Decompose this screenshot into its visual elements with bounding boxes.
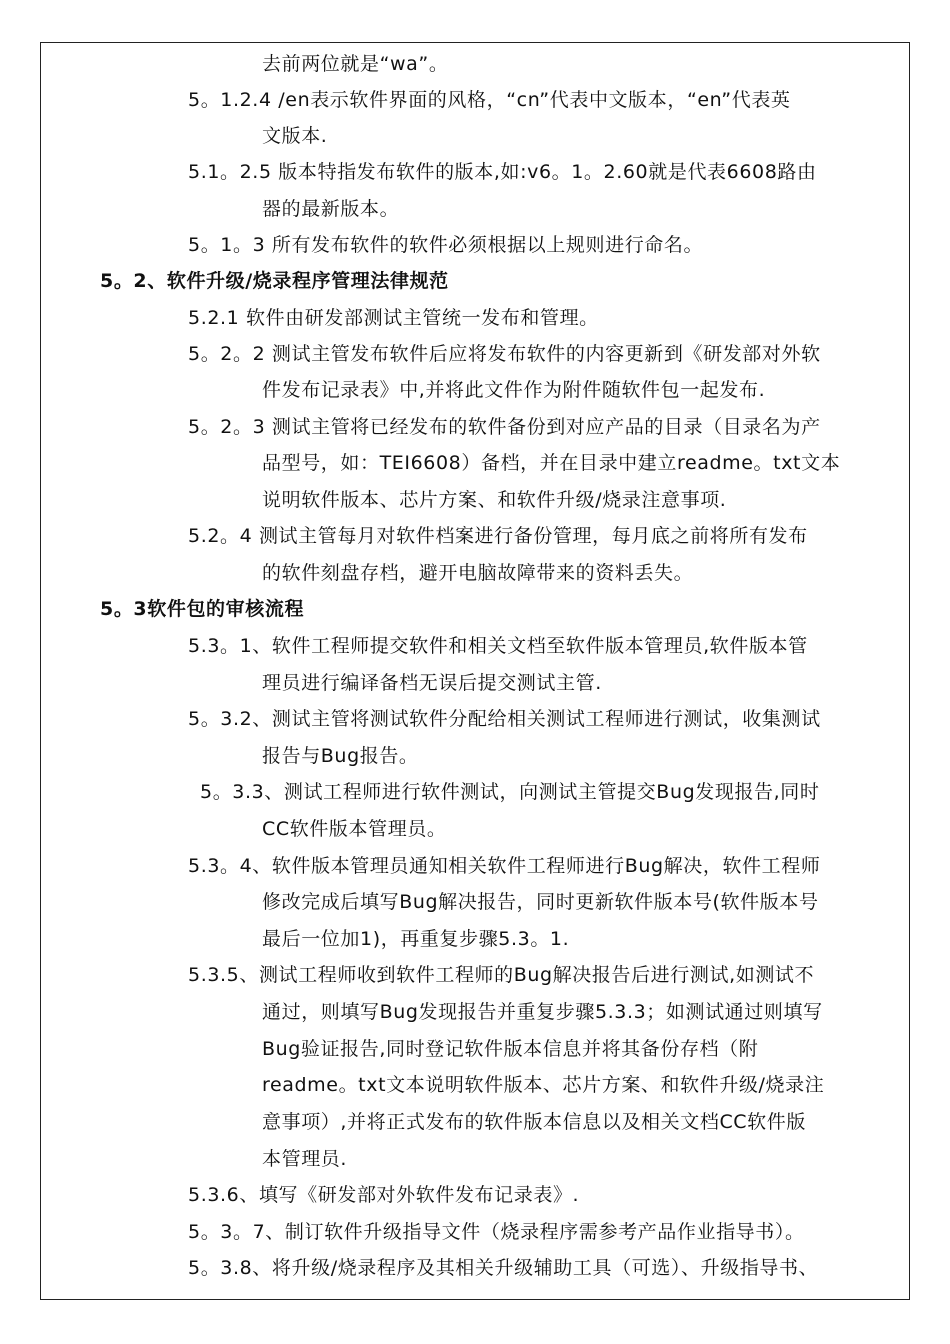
text-line: 报告与Bug报告。: [262, 745, 419, 767]
text-line: 理员进行编译备档无误后提交测试主管.: [262, 672, 602, 694]
text-line: 5。2。2 测试主管发布软件后应将发布软件的内容更新到《研发部对外软: [188, 343, 821, 365]
text-line: 器的最新版本。: [262, 198, 400, 220]
text-line: 说明软件版本、芯片方案、和软件升级/烧录注意事项.: [262, 489, 727, 511]
text-line: 修改完成后填写Bug解决报告，同时更新软件版本号(软件版本号: [262, 891, 819, 913]
text-line: 文版本.: [262, 125, 328, 147]
text-line: 5。3。7、制订软件升级指导文件（烧录程序需参考产品作业指导书）。: [188, 1221, 805, 1243]
text-line: 5.3.6、填写《研发部对外软件发布记录表》.: [188, 1184, 580, 1206]
text-line: 5。3.3、测试工程师进行软件测试，向测试主管提交Bug发现报告,同时: [200, 781, 820, 803]
text-line: 去前两位就是“wa”。: [262, 53, 449, 75]
text-line: CC软件版本管理员。: [262, 818, 447, 840]
text-line: 通过，则填写Bug发现报告并重复步骤5.3.3；如测试通过则填写: [262, 1001, 823, 1023]
text-line: Bug验证报告,同时登记软件版本信息并将其备份存档（附: [262, 1038, 759, 1060]
text-line: 5.3。1、软件工程师提交软件和相关文档至软件版本管理员,软件版本管: [188, 635, 808, 657]
text-line: 件发布记录表》中,并将此文件作为附件随软件包一起发布.: [262, 379, 766, 401]
text-line: 5。1.2.4 /en表示软件界面的风格，“cn”代表中文版本，“en”代表英: [188, 89, 791, 111]
text-line: 的软件刻盘存档，避开电脑故障带来的资料丢失。: [262, 562, 694, 584]
text-line: 意事项）,并将正式发布的软件版本信息以及相关文档CC软件版: [262, 1111, 806, 1133]
text-line: 5.2。4 测试主管每月对软件档案进行备份管理，每月底之前将所有发布: [188, 525, 808, 547]
section-heading: 5。2、软件升级/烧录程序管理法律规范: [100, 270, 449, 292]
text-line: 5。3.2、测试主管将测试软件分配给相关测试工程师进行测试，收集测试: [188, 708, 821, 730]
text-line: 品型号，如：TEI6608）备档，并在目录中建立readme。txt文本: [262, 452, 841, 474]
text-line: 5.1。2.5 版本特指发布软件的版本,如:v6。1。2.60就是代表6608路由: [188, 161, 817, 183]
text-line: readme。txt文本说明软件版本、芯片方案、和软件升级/烧录注: [262, 1074, 825, 1096]
text-line: 5.3。4、软件版本管理员通知相关软件工程师进行Bug解决，软件工程师: [188, 855, 821, 877]
text-line: 5。1。3 所有发布软件的软件必须根据以上规则进行命名。: [188, 234, 704, 256]
text-line: 5.3.5、测试工程师收到软件工程师的Bug解决报告后进行测试,如测试不: [188, 964, 815, 986]
text-line: 本管理员.: [262, 1148, 348, 1170]
text-line: 5。2。3 测试主管将已经发布的软件备份到对应产品的目录（目录名为产: [188, 416, 821, 438]
text-line: 5。3.8、将升级/烧录程序及其相关升级辅助工具（可选）、升级指导书、: [188, 1257, 819, 1279]
section-heading: 5。3软件包的审核流程: [100, 598, 305, 620]
text-line: 5.2.1 软件由研发部测试主管统一发布和管理。: [188, 307, 599, 329]
text-line: 最后一位加1)，再重复步骤5.3。1.: [262, 928, 570, 950]
